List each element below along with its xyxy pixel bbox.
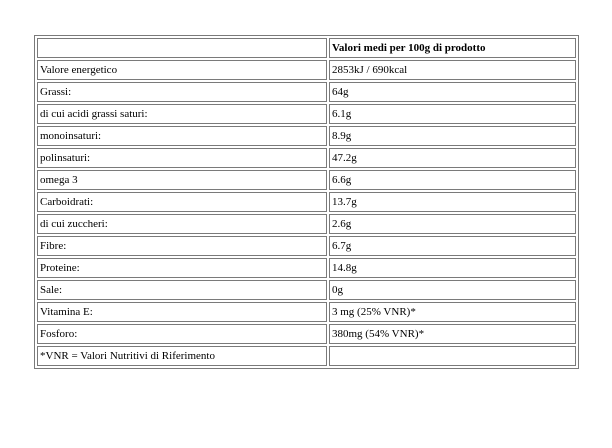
table-row [37, 148, 576, 168]
table-row [37, 214, 576, 234]
header-value-cell: Valori medi per 100g di prodotto [329, 38, 576, 58]
table-row [37, 302, 576, 322]
header-label-cell [37, 38, 327, 58]
nutrient-label: Proteine: [37, 258, 327, 278]
nutrient-value: 3 mg (25% VNR)* [329, 302, 576, 322]
table-footnote-row [37, 346, 576, 366]
table-row [37, 258, 576, 278]
nutrient-label: monoinsaturi: [37, 126, 327, 146]
table-row [37, 280, 576, 300]
footnote-value [329, 346, 576, 366]
nutrient-value: 2853kJ / 690kcal [329, 60, 576, 80]
nutrient-label: Carboidrati: [37, 192, 327, 212]
nutrient-label: Vitamina E: [37, 302, 327, 322]
nutrient-label: Valore energetico [37, 60, 327, 80]
nutrient-label: di cui zuccheri: [37, 214, 327, 234]
nutrient-label: di cui acidi grassi saturi: [37, 104, 327, 124]
nutrient-value: 6.7g [329, 236, 576, 256]
nutrient-value: 8.9g [329, 126, 576, 146]
footnote-label: *VNR = Valori Nutritivi di Riferimento [37, 346, 327, 366]
nutrient-value: 380mg (54% VNR)* [329, 324, 576, 344]
nutrient-label: Fibre: [37, 236, 327, 256]
nutrient-value: 2.6g [329, 214, 576, 234]
table-row [37, 104, 576, 124]
table-row [37, 236, 576, 256]
nutrient-label: Sale: [37, 280, 327, 300]
nutrient-label: Fosforo: [37, 324, 327, 344]
table-row [37, 126, 576, 146]
nutrient-value: 6.6g [329, 170, 576, 190]
nutrition-table [34, 35, 579, 369]
table-row [37, 324, 576, 344]
table-row [37, 170, 576, 190]
nutrient-label: omega 3 [37, 170, 327, 190]
nutrient-label: polinsaturi: [37, 148, 327, 168]
table-row [37, 82, 576, 102]
table-row [37, 60, 576, 80]
nutrient-label: Grassi: [37, 82, 327, 102]
nutrient-value: 13.7g [329, 192, 576, 212]
nutrient-value: 6.1g [329, 104, 576, 124]
table-header-row [37, 38, 576, 58]
nutrient-value: 64g [329, 82, 576, 102]
table-row [37, 192, 576, 212]
nutrient-value: 0g [329, 280, 576, 300]
nutrient-value: 14.8g [329, 258, 576, 278]
nutrient-value: 47.2g [329, 148, 576, 168]
